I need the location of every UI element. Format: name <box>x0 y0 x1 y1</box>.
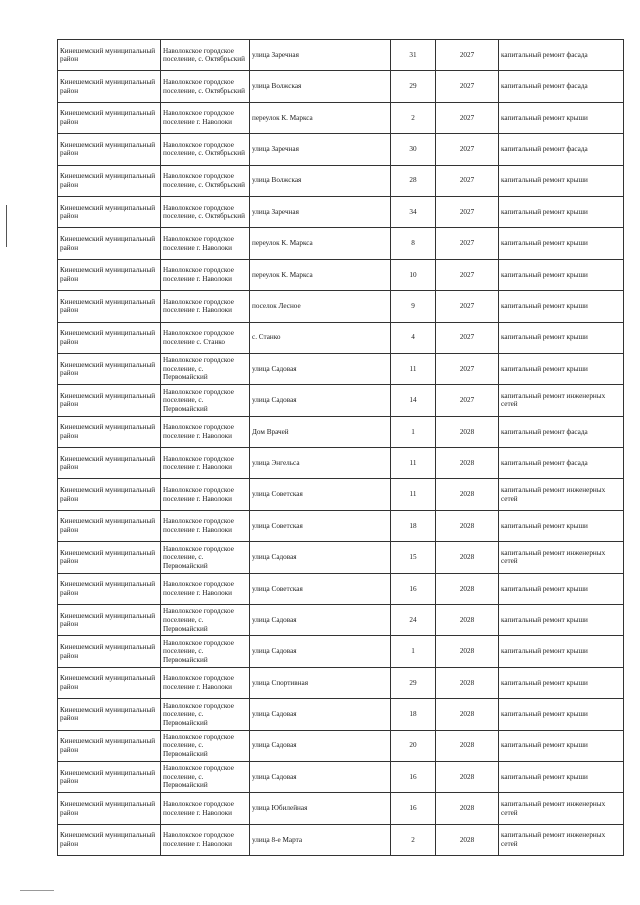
cell-street: улица Садовая <box>250 699 391 730</box>
cell-street: улица Садовая <box>250 730 391 761</box>
cell-settlement: Наволокское городское поселение г. Наволоки <box>161 793 250 824</box>
cell-district: Кинешемский муниципальный район <box>58 730 161 761</box>
cell-district: Кинешемский муниципальный район <box>58 573 161 604</box>
cell-settlement: Наволокское городское поселение г. Наволоки <box>161 479 250 510</box>
cell-house-number: 1 <box>391 416 436 447</box>
cell-settlement: Наволокское городское поселение, с. Октябрьский <box>161 134 250 165</box>
table-row <box>58 761 624 792</box>
table-row <box>58 416 624 447</box>
cell-settlement: Наволокское городское поселение г. Наволоки <box>161 228 250 259</box>
table-row <box>58 353 624 384</box>
cell-street: улица Энгельса <box>250 448 391 479</box>
cell-district: Кинешемский муниципальный район <box>58 71 161 102</box>
cell-settlement: Наволокское городское поселение, с. Первомайский <box>161 636 250 667</box>
cell-work-type: капитальный ремонт фасада <box>499 40 624 71</box>
table-row <box>58 667 624 698</box>
cell-year: 2027 <box>436 353 499 384</box>
cell-year: 2028 <box>436 793 499 824</box>
cell-house-number: 16 <box>391 793 436 824</box>
cell-settlement: Наволокское городское поселение г. Наволоки <box>161 824 250 855</box>
cell-house-number: 9 <box>391 291 436 322</box>
cell-house-number: 8 <box>391 228 436 259</box>
cell-settlement: Наволокское городское поселение, с. Первомайский <box>161 605 250 636</box>
cell-work-type: капитальный ремонт фасада <box>499 71 624 102</box>
cell-year: 2028 <box>436 605 499 636</box>
cell-year: 2028 <box>436 448 499 479</box>
cell-work-type: капитальный ремонт инженерных сетей <box>499 542 624 573</box>
cell-house-number: 10 <box>391 259 436 290</box>
cell-street: переулок К. Маркса <box>250 102 391 133</box>
cell-work-type: капитальный ремонт крыши <box>499 636 624 667</box>
cell-work-type: капитальный ремонт фасада <box>499 134 624 165</box>
cell-house-number: 31 <box>391 40 436 71</box>
cell-house-number: 11 <box>391 448 436 479</box>
cell-district: Кинешемский муниципальный район <box>58 605 161 636</box>
cell-house-number: 11 <box>391 479 436 510</box>
cell-settlement: Наволокское городское поселение, с. Октябрьский <box>161 165 250 196</box>
cell-street: улица Заречная <box>250 40 391 71</box>
cell-work-type: капитальный ремонт крыши <box>499 196 624 227</box>
cell-street: поселок Лесное <box>250 291 391 322</box>
cell-work-type: капитальный ремонт крыши <box>499 291 624 322</box>
cell-street: улица Волжская <box>250 165 391 196</box>
cell-work-type: капитальный ремонт крыши <box>499 322 624 353</box>
table-row <box>58 479 624 510</box>
cell-year: 2028 <box>436 479 499 510</box>
cell-street: переулок К. Маркса <box>250 259 391 290</box>
cell-work-type: капитальный ремонт инженерных сетей <box>499 385 624 416</box>
cell-house-number: 16 <box>391 761 436 792</box>
cell-district: Кинешемский муниципальный район <box>58 761 161 792</box>
cell-year: 2028 <box>436 824 499 855</box>
table-row <box>58 824 624 855</box>
cell-district: Кинешемский муниципальный район <box>58 510 161 541</box>
cell-house-number: 18 <box>391 510 436 541</box>
table-row <box>58 730 624 761</box>
cell-settlement: Наволокское городское поселение, с. Первомайский <box>161 385 250 416</box>
cell-house-number: 20 <box>391 730 436 761</box>
cell-settlement: Наволокское городское поселение, с. Октябрьский <box>161 196 250 227</box>
cell-street: Дом Врачей <box>250 416 391 447</box>
cell-year: 2027 <box>436 134 499 165</box>
cell-settlement: Наволокское городское поселение г. Наволоки <box>161 291 250 322</box>
cell-district: Кинешемский муниципальный район <box>58 228 161 259</box>
cell-district: Кинешемский муниципальный район <box>58 699 161 730</box>
cell-settlement: Наволокское городское поселение, с. Первомайский <box>161 542 250 573</box>
cell-settlement: Наволокское городское поселение, с. Первомайский <box>161 761 250 792</box>
cell-district: Кинешемский муниципальный район <box>58 824 161 855</box>
cell-settlement: Наволокское городское поселение, с. Октябрьский <box>161 71 250 102</box>
cell-work-type: капитальный ремонт инженерных сетей <box>499 793 624 824</box>
table-row <box>58 510 624 541</box>
cell-year: 2028 <box>436 573 499 604</box>
cell-year: 2027 <box>436 196 499 227</box>
cell-district: Кинешемский муниципальный район <box>58 479 161 510</box>
cell-street: улица Садовая <box>250 761 391 792</box>
cell-street: улица Заречная <box>250 196 391 227</box>
cell-house-number: 30 <box>391 134 436 165</box>
cell-district: Кинешемский муниципальный район <box>58 259 161 290</box>
cell-district: Кинешемский муниципальный район <box>58 793 161 824</box>
cell-district: Кинешемский муниципальный район <box>58 667 161 698</box>
cell-work-type: капитальный ремонт инженерных сетей <box>499 479 624 510</box>
scan-artifact-bottom <box>20 890 54 891</box>
cell-street: улица Волжская <box>250 71 391 102</box>
table-row <box>58 196 624 227</box>
cell-year: 2027 <box>436 228 499 259</box>
cell-district: Кинешемский муниципальный район <box>58 40 161 71</box>
cell-work-type: капитальный ремонт крыши <box>499 730 624 761</box>
cell-work-type: капитальный ремонт фасада <box>499 448 624 479</box>
cell-district: Кинешемский муниципальный район <box>58 291 161 322</box>
cell-house-number: 2 <box>391 102 436 133</box>
table-row <box>58 385 624 416</box>
cell-work-type: капитальный ремонт крыши <box>499 605 624 636</box>
table-row <box>58 636 624 667</box>
cell-year: 2027 <box>436 102 499 133</box>
cell-settlement: Наволокское городское поселение г. Наволоки <box>161 416 250 447</box>
cell-house-number: 28 <box>391 165 436 196</box>
cell-year: 2028 <box>436 699 499 730</box>
cell-year: 2028 <box>436 542 499 573</box>
repair-schedule-table <box>57 39 624 856</box>
cell-street: улица Садовая <box>250 636 391 667</box>
table-row <box>58 71 624 102</box>
cell-district: Кинешемский муниципальный район <box>58 542 161 573</box>
table-row <box>58 40 624 71</box>
cell-year: 2027 <box>436 40 499 71</box>
cell-settlement: Наволокское городское поселение г. Наволоки <box>161 667 250 698</box>
table-row <box>58 448 624 479</box>
cell-year: 2028 <box>436 761 499 792</box>
table-body <box>58 40 624 856</box>
cell-work-type: капитальный ремонт крыши <box>499 510 624 541</box>
cell-house-number: 34 <box>391 196 436 227</box>
table-row <box>58 102 624 133</box>
cell-house-number: 15 <box>391 542 436 573</box>
cell-settlement: Наволокское городское поселение, с. Октябрьский <box>161 40 250 71</box>
table-row <box>58 165 624 196</box>
table-row <box>58 291 624 322</box>
cell-district: Кинешемский муниципальный район <box>58 102 161 133</box>
table-row <box>58 322 624 353</box>
cell-work-type: капитальный ремонт крыши <box>499 102 624 133</box>
cell-year: 2027 <box>436 165 499 196</box>
cell-street: переулок К. Маркса <box>250 228 391 259</box>
cell-house-number: 11 <box>391 353 436 384</box>
cell-work-type: капитальный ремонт крыши <box>499 353 624 384</box>
cell-work-type: капитальный ремонт крыши <box>499 761 624 792</box>
cell-street: улица Садовая <box>250 353 391 384</box>
cell-work-type: капитальный ремонт крыши <box>499 573 624 604</box>
cell-work-type: капитальный ремонт крыши <box>499 228 624 259</box>
cell-house-number: 1 <box>391 636 436 667</box>
cell-house-number: 16 <box>391 573 436 604</box>
cell-house-number: 29 <box>391 667 436 698</box>
cell-work-type: капитальный ремонт крыши <box>499 259 624 290</box>
cell-street: улица Спортивная <box>250 667 391 698</box>
cell-work-type: капитальный ремонт крыши <box>499 699 624 730</box>
cell-year: 2027 <box>436 322 499 353</box>
cell-district: Кинешемский муниципальный район <box>58 416 161 447</box>
cell-street: улица Заречная <box>250 134 391 165</box>
cell-district: Кинешемский муниципальный район <box>58 322 161 353</box>
table-row <box>58 542 624 573</box>
cell-street: улица Садовая <box>250 605 391 636</box>
scan-artifact-left <box>6 205 7 247</box>
cell-district: Кинешемский муниципальный район <box>58 165 161 196</box>
cell-settlement: Наволокское городское поселение г. Наволоки <box>161 510 250 541</box>
table-row <box>58 605 624 636</box>
cell-district: Кинешемский муниципальный район <box>58 196 161 227</box>
cell-settlement: Наволокское городское поселение г. Наволоки <box>161 102 250 133</box>
cell-settlement: Наволокское городское поселение г. Наволоки <box>161 573 250 604</box>
cell-settlement: Наволокское городское поселение г. Наволоки <box>161 259 250 290</box>
cell-district: Кинешемский муниципальный район <box>58 385 161 416</box>
cell-work-type: капитальный ремонт крыши <box>499 667 624 698</box>
cell-year: 2028 <box>436 510 499 541</box>
table-row <box>58 793 624 824</box>
cell-street: улица Садовая <box>250 542 391 573</box>
table-row <box>58 228 624 259</box>
cell-street: улица Юбилейная <box>250 793 391 824</box>
cell-street: улица Садовая <box>250 385 391 416</box>
cell-settlement: Наволокское городское поселение г. Наволоки <box>161 448 250 479</box>
cell-year: 2028 <box>436 730 499 761</box>
cell-year: 2028 <box>436 416 499 447</box>
cell-house-number: 18 <box>391 699 436 730</box>
cell-house-number: 2 <box>391 824 436 855</box>
cell-year: 2028 <box>436 636 499 667</box>
cell-street: улица Советская <box>250 573 391 604</box>
cell-year: 2027 <box>436 259 499 290</box>
cell-settlement: Наволокское городское поселение с. Станко <box>161 322 250 353</box>
cell-house-number: 29 <box>391 71 436 102</box>
table-row <box>58 573 624 604</box>
cell-year: 2027 <box>436 291 499 322</box>
cell-work-type: капитальный ремонт инженерных сетей <box>499 824 624 855</box>
cell-year: 2027 <box>436 71 499 102</box>
cell-house-number: 24 <box>391 605 436 636</box>
cell-year: 2027 <box>436 385 499 416</box>
table-row <box>58 699 624 730</box>
cell-street: улица Советская <box>250 510 391 541</box>
cell-street: улица 8-е Марта <box>250 824 391 855</box>
cell-street: с. Станко <box>250 322 391 353</box>
cell-house-number: 14 <box>391 385 436 416</box>
cell-district: Кинешемский муниципальный район <box>58 448 161 479</box>
cell-district: Кинешемский муниципальный район <box>58 134 161 165</box>
cell-settlement: Наволокское городское поселение, с. Первомайский <box>161 730 250 761</box>
cell-work-type: капитальный ремонт крыши <box>499 165 624 196</box>
cell-house-number: 4 <box>391 322 436 353</box>
cell-street: улица Советская <box>250 479 391 510</box>
table-row <box>58 259 624 290</box>
table-row <box>58 134 624 165</box>
cell-year: 2028 <box>436 667 499 698</box>
cell-district: Кинешемский муниципальный район <box>58 353 161 384</box>
cell-settlement: Наволокское городское поселение, с. Первомайский <box>161 699 250 730</box>
cell-work-type: капитальный ремонт фасада <box>499 416 624 447</box>
cell-settlement: Наволокское городское поселение, с. Первомайский <box>161 353 250 384</box>
cell-district: Кинешемский муниципальный район <box>58 636 161 667</box>
